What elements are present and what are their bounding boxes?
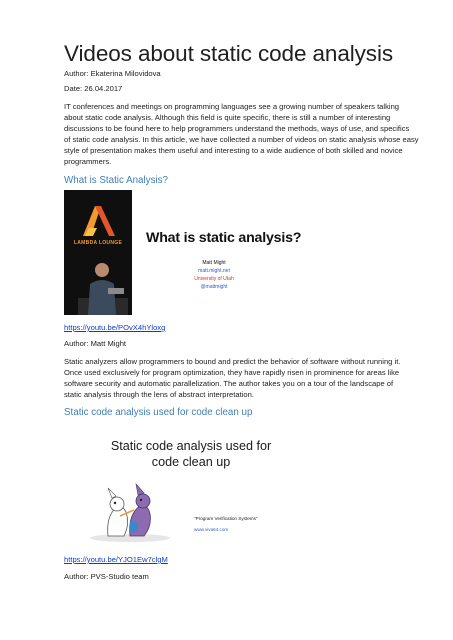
intro-line: style of presentation makes them useful and interesting to a wide audience of both skilled and novice bbox=[64, 146, 403, 156]
document-title: Videos about static code analysis bbox=[64, 41, 393, 66]
description-line: Static analyzers allow programmers to bound and predict the behavior of software without running it. bbox=[64, 357, 401, 366]
video-link-2[interactable]: https://youtu.be/YJO1Ew7clgM bbox=[64, 555, 168, 564]
description-line: Once used exclusively for program optimization, they have rapidly risen in prominence for areas like bbox=[64, 368, 400, 378]
slide-title-line: Static code analysis used for bbox=[110, 439, 272, 453]
video-link-1[interactable]: https://youtu.be/POvX4hYloxg bbox=[64, 323, 166, 332]
slide-author-name: Matt Might bbox=[202, 260, 226, 266]
intro-line: discussions to be found here to help programmers understand the methods, ways of use, and specifics bbox=[64, 124, 410, 134]
slide-title-line: code clean up bbox=[151, 455, 231, 469]
slide-title bbox=[96, 438, 286, 470]
lambda-lounge-logo-icon bbox=[75, 198, 121, 244]
pvs-studio-mascot-icon bbox=[86, 482, 176, 542]
intro-line: about static code analysis. Although this field is quite specific, there is still a number of interesting bbox=[64, 113, 391, 123]
video-thumbnail-code-clean-up[interactable] bbox=[86, 438, 306, 548]
video-thumbnail-what-is-static-analysis[interactable] bbox=[64, 190, 302, 315]
intro-line: of static code analysis. In this article, we have collected a number of videos on static analysis whose easy bbox=[64, 135, 419, 145]
slide-site: www.viva64.com bbox=[194, 527, 229, 532]
intro-line: programmers. bbox=[64, 157, 112, 167]
video-description-1 bbox=[64, 356, 401, 400]
slide-quote: "Program Verification Systems" bbox=[194, 516, 258, 521]
intro-line: IT conferences and meetings on programming languages see a growing number of speakers talking bbox=[64, 102, 400, 111]
intro-paragraph bbox=[64, 101, 419, 168]
author-line: Author: Ekaterina Milovidova bbox=[64, 69, 161, 78]
description-line: static analysis through the lens of abstract interpretation. bbox=[64, 390, 254, 400]
lambda-lounge-text: LAMBDA LOUNGE bbox=[73, 240, 123, 246]
slide-author-site: matt.might.net bbox=[198, 268, 230, 274]
description-line: software security and automatic parallelization. The author takes you on a tour of the landscape of bbox=[64, 379, 394, 389]
speaker-figure bbox=[78, 254, 128, 315]
section-heading-code-clean-up: Static code analysis used for code clean up bbox=[64, 407, 253, 418]
speaker-panel bbox=[64, 190, 132, 315]
slide-author-handle: @mattmight bbox=[200, 284, 228, 290]
video-author-1: Author: Matt Might bbox=[64, 339, 127, 348]
slide-title: What is static analysis? bbox=[146, 230, 302, 246]
slide-author-university: University of Utah bbox=[194, 276, 234, 282]
section-heading-what-is-static-analysis: What is Static Analysis? bbox=[64, 175, 168, 186]
date-line: Date: 26.04.2017 bbox=[64, 84, 123, 93]
video-author-2: Author: PVS-Studio team bbox=[64, 572, 149, 581]
